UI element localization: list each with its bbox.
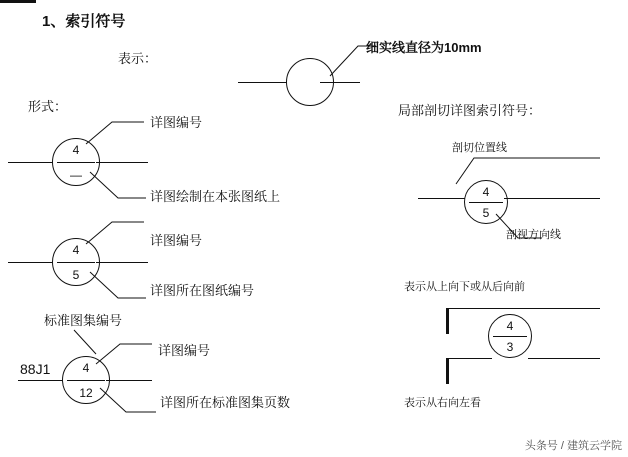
symbol-5-divider bbox=[493, 336, 527, 337]
symbol-3-top: 4 bbox=[82, 361, 90, 375]
note-right-left: 表示从右向左看 bbox=[404, 397, 481, 409]
leader-drawn-on-this-sheet bbox=[90, 172, 146, 200]
symbol-1-divider bbox=[57, 162, 95, 163]
symbol-3-divider bbox=[67, 380, 105, 381]
label-sheet-no: 详图所在图纸编号 bbox=[150, 283, 255, 298]
s3-line-right bbox=[106, 380, 152, 381]
s5-line-bottom-left bbox=[446, 358, 492, 359]
label-view-direction-line: 剖视方向线 bbox=[506, 229, 561, 241]
s2-line-right bbox=[96, 262, 148, 263]
leader-detail-no-1 bbox=[86, 122, 144, 146]
label-detail-no-3: 详图编号 bbox=[158, 343, 211, 358]
label-atlas-page: 详图所在标准图集页数 bbox=[160, 395, 291, 410]
symbol-2-bottom: 5 bbox=[72, 268, 80, 282]
cut-line-thick bbox=[0, 0, 36, 3]
label-section-index-title: 局部剖切详图索引符号： bbox=[398, 103, 542, 118]
leader-detail-no-3 bbox=[96, 344, 152, 366]
s5-thick-mark bbox=[446, 358, 449, 384]
note-top-down: 表示从上向下或从后向前 bbox=[404, 281, 525, 293]
symbol-5-bottom: 3 bbox=[506, 340, 514, 354]
s1-line-right bbox=[96, 162, 148, 163]
s5-line-bottom-right bbox=[528, 358, 600, 359]
symbol-4-divider bbox=[469, 202, 503, 203]
symbol-2-top: 4 bbox=[72, 243, 80, 257]
label-xingshi: 形式： bbox=[28, 99, 68, 114]
s5-line-top bbox=[446, 308, 600, 309]
symbol-2-divider bbox=[57, 262, 95, 263]
label-thin-line-note: 细实线直径为10mm bbox=[366, 40, 482, 55]
symbol-1-bottom: — bbox=[70, 168, 82, 182]
leader-atlas-no bbox=[74, 330, 98, 356]
footer-watermark: 头条号 / 建筑云学院 bbox=[524, 440, 622, 452]
leader-cut-position-line bbox=[440, 158, 600, 188]
label-detail-no-2: 详图编号 bbox=[150, 233, 203, 248]
label-biaoshi: 表示： bbox=[118, 51, 158, 66]
symbol-1-top: 4 bbox=[72, 143, 80, 157]
label-atlas-code: 88J1 bbox=[20, 361, 51, 377]
label-detail-no-1: 详图编号 bbox=[150, 115, 203, 130]
s1-line-left bbox=[8, 162, 56, 163]
s2-line-left bbox=[8, 262, 56, 263]
leader-sheet-no bbox=[90, 272, 146, 300]
symbol-5-top: 4 bbox=[506, 319, 514, 333]
label-drawn-on-this-sheet: 详图绘制在本张图纸上 bbox=[150, 189, 281, 204]
label-cut-position-line: 剖切位置线 bbox=[452, 142, 507, 154]
symbol-4-top: 4 bbox=[482, 185, 490, 199]
page-title: 1、索引符号 bbox=[42, 13, 126, 30]
s4-line-right bbox=[504, 198, 600, 199]
symbol-3-bottom: 12 bbox=[79, 386, 93, 400]
s5-corner-vline bbox=[446, 308, 449, 334]
leader-detail-no-2 bbox=[86, 222, 144, 246]
leader-atlas-page bbox=[100, 388, 156, 414]
label-atlas-no: 标准图集编号 bbox=[44, 313, 123, 328]
symbol-4-bottom: 5 bbox=[482, 206, 490, 220]
s3-line-left bbox=[18, 380, 66, 381]
